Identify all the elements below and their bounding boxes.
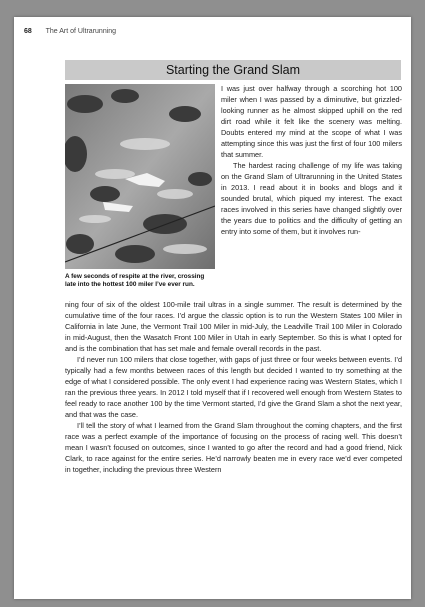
section-title: Starting the Grand Slam bbox=[65, 60, 401, 80]
book-page bbox=[14, 17, 411, 599]
paragraph: I was just over halfway through a scorching hot 100 miler when I was passed by a diminutive, but grizzled-looking runner as he almost skipped uphill on the red dirt road while it felt like the scenery was melting. Doubts entered my mind at the scope of what I was attempting since this was just the first of four 100 milers that summer. bbox=[221, 84, 402, 159]
paragraph: I’ll tell the story of what I learned from the Grand Slam throughout the coming chapters, and the first race was a perfect example of the importance of focusing on the process of racing well. This doesn’t mean I wasn’t focused on outcomes, since I wanted to go after the record and had a good friend, Nick Clark, to race against for the entire series. He’d narrowly beaten me in every race we’d ever competed in together, including the previous three Western bbox=[65, 421, 402, 474]
right-column-text bbox=[221, 83, 402, 237]
river-rocks-photo bbox=[65, 84, 215, 269]
page-number: 68 bbox=[24, 28, 32, 35]
book-title: The Art of Ultrarunning bbox=[45, 28, 117, 35]
running-head bbox=[24, 28, 116, 35]
paragraph: The hardest racing challenge of my life was taking on the Grand Slam of Ultrarunning in the United States in 2013. I read about it in books and blogs and it sounded brutal, which piqued my interest. The exact races involved in this series have changed slightly over the years due to politics and the difficulty of getting an entry into some of them, but it involves run- bbox=[221, 161, 402, 236]
paragraph: I’d never run 100 milers that close together, with gaps of just three or four weeks between events. I’d typically had a few months between races of this length but decided I wanted to try something at the edge of what I considered possible. The only event I had experience racing was Western States, which I ran the previous three years. In 2012 I told myself that if I recovered well enough from Western States to feel ready to race another 100 by the time Vermont started, I’d give the Grand Slam a shot the next year, and that was the case. bbox=[65, 355, 402, 419]
paragraph: ning four of six of the oldest 100-mile trail ultras in a single summer. The result is determined by the cumulative time of the four races. I’d argue the classic option is to run the Western States 100 Miler in California in late June, the Vermont Trail 100 Miler in mid-July, the Leadville Trail 100 Miler in Colorado in mid-August, then the Wasatch Front 100 Miler in Utah in early September. So this is what I opted for and is the combination that has set male and female overall records in the past. bbox=[65, 300, 402, 353]
full-width-text bbox=[65, 299, 402, 475]
photo-caption: A few seconds of respite at the river, crossing late into the hottest 100 miler I’ve ever run. bbox=[65, 273, 205, 289]
